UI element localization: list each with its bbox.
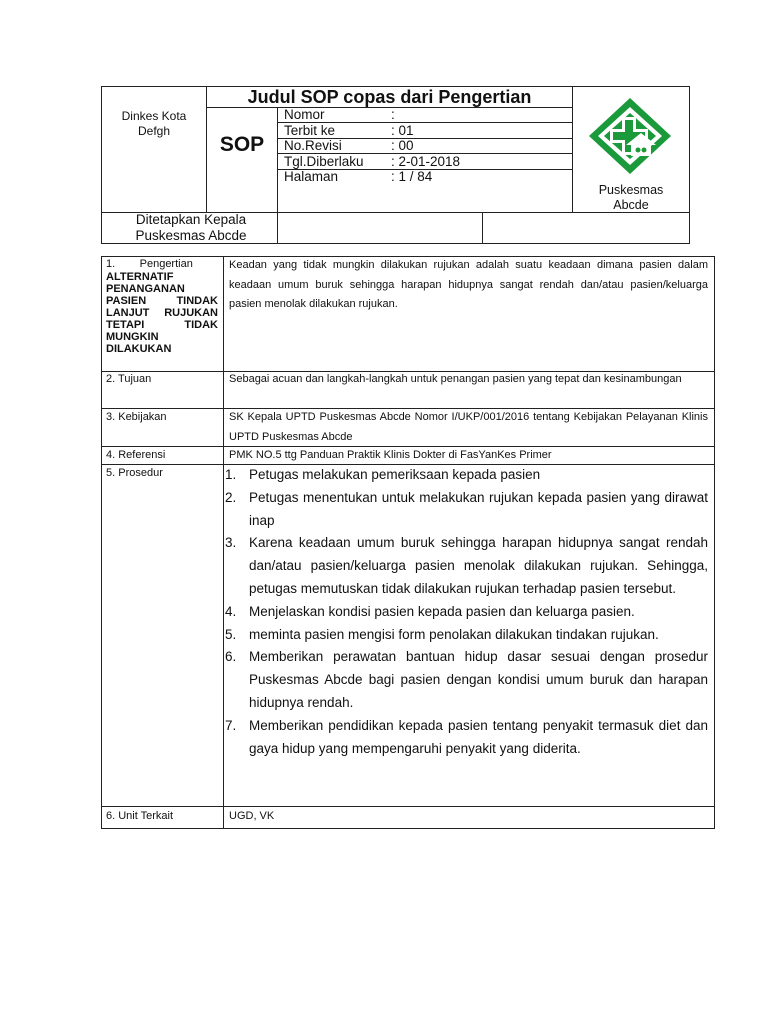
meta-list	[284, 107, 570, 185]
meta-value: : 00	[391, 138, 414, 154]
procedure-step: 2. Petugas menentukan untuk melakukan rujukan kepada pasien yang dirawat inap	[225, 489, 708, 528]
procedure-step: 6. Memberikan perawatan bantuan hidup dasar sesuai dengan prosedur Puskesmas Abcde bagi pasien dengan kondisi umum buruk dan harapan hidupnya rendah.	[225, 649, 708, 710]
procedure-step: 1. Petugas melakukan pemeriksaan kepada pasien	[225, 467, 541, 482]
meta-row-tgl	[284, 154, 570, 170]
tujuan-text: Sebagai acuan dan langkah-langkah untuk penangan pasien yang tepat dan kesinambungan	[229, 373, 682, 385]
meta-row-nomor	[284, 107, 570, 123]
meta-value: : 01	[391, 122, 414, 138]
meta-value: :	[391, 107, 395, 122]
referensi-text: PMK NO.5 ttg Panduan Praktik Klinis Dokter di FasYanKes Primer	[229, 449, 552, 461]
procedure-step: 3. Karena keadaan umum buruk sehingga harapan hidupnya sangat rendah dan/atau pasien/keluarga pasien menolak dilakukan rujukan. Sehingga, petugas memutuskan tidak dilakukan rujukan terhadap pasien tersebut.	[225, 535, 708, 596]
organization-name: Dinkes Kota Defgh	[121, 109, 187, 138]
meta-label: Tgl.Diberlaku	[284, 153, 364, 169]
meta-label: Nomor	[284, 107, 325, 122]
row-label: 1. Pengertian	[106, 258, 193, 270]
row-label-tujuan: 2. Tujuan	[106, 373, 152, 385]
row-label-prosedur: 5. Prosedur	[106, 467, 163, 479]
meta-label: No.Revisi	[284, 138, 342, 154]
row-label-referensi: 4. Referensi	[106, 449, 166, 461]
sop-title: Judul SOP copas dari Pengertian	[247, 87, 532, 107]
pengertian-text: Keadan yang tidak mungkin dilakukan rujukan adalah suatu keadaan dimana pasien dalam keadaan umum buruk sehingga harapan hidupnya sangat rendah dan/atau pasien/keluarga pasien menolak dilakukan rujukan.	[229, 259, 708, 310]
row-label-unit: 6. Unit Terkait	[106, 810, 174, 822]
procedure-step: 4. Menjelaskan kondisi pasien kepada pasien dan keluarga pasien.	[225, 603, 635, 619]
sop-subtitle: ALTERNATIF PENANGANAN PASIEN TINDAK LANJUT RUJUKAN TETAPI TIDAK MUNGKIN DILAKUKAN	[106, 271, 218, 355]
puskesmas-logo-icon	[586, 95, 674, 177]
meta-label: Halaman	[284, 169, 339, 185]
sop-label: SOP	[219, 133, 265, 156]
meta-row-revisi	[284, 138, 570, 154]
meta-value: : 2-01-2018	[391, 153, 461, 169]
kebijakan-text: SK Kepala UPTD Puskesmas Abcde Nomor I/UKP/001/2016 tentang Kebijakan Pelayanan Klinis UPTD Puskesmas Abcde	[229, 411, 708, 443]
unit-text: UGD, VK	[229, 810, 275, 822]
row-label-kebijakan: 3. Kebijakan	[106, 411, 167, 423]
logo-caption: Puskesmas Abcde	[598, 183, 664, 212]
meta-value: : 1 / 84	[391, 169, 433, 185]
meta-label: Terbit ke	[284, 122, 336, 138]
procedure-step: 7. Memberikan pendidikan kepada pasien tentang penyakit termasuk diet dan gaya hidup yang mempengaruhi penyakit yang diderita.	[225, 717, 708, 756]
procedure-list	[225, 464, 708, 760]
approval-text: Ditetapkan Kepala Puskesmas Abcde	[135, 212, 247, 243]
row-pengertian	[106, 258, 218, 355]
meta-row-terbit	[284, 123, 570, 139]
procedure-step: 5. meminta pasien mengisi form penolakan dilakukan tindakan rujukan.	[225, 626, 659, 642]
meta-row-halaman	[284, 169, 570, 185]
